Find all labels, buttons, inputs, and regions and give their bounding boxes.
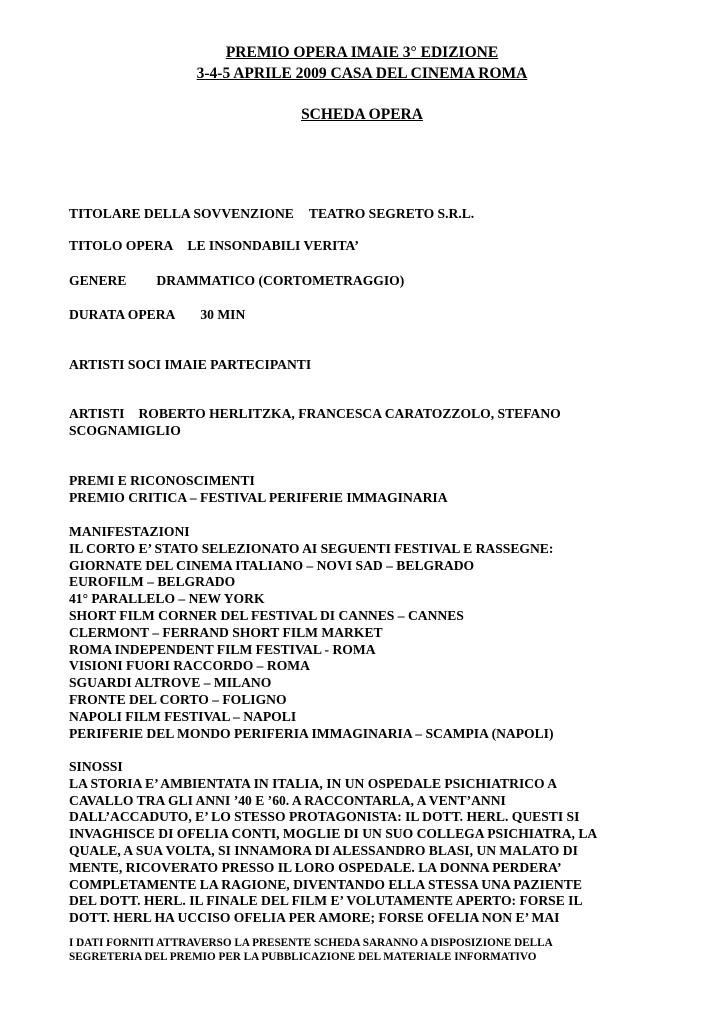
field-genere [69,273,669,290]
sinossi-line: DEL DOTT. HERL. IL FINALE DEL FILM E’ VOLUTAMENTE APERTO: FORSE IL [69,893,583,909]
sinossi-line: LA STORIA E’ AMBIENTATA IN ITALIA, IN UN OSPEDALE PSICHIATRICO A [69,775,558,791]
field-durata [69,307,669,324]
premi-section [69,473,669,507]
footer-note [69,936,669,964]
sinossi-line: DOTT. HERL HA UCCISO OFELIA PER AMORE; FORSE OFELIA NON E’ MAI [69,910,560,926]
genere-label: GENERE [69,273,127,288]
sinossi-section [69,759,669,927]
festival-item: SGUARDI ALTROVE – MILANO [69,675,272,691]
field-titolare [69,206,669,223]
artisti-line2: SCOGNAMIGLIO [69,422,181,438]
festival-item: EUROFILM – BELGRADO [69,574,236,590]
titolare-label: TITOLARE DELLA SOVVENZIONE [69,206,294,221]
artisti-soci-heading [69,357,669,374]
festival-item: GIORNATE DEL CINEMA ITALIANO – NOVI SAD – BELGRADO [69,557,475,573]
artisti-section [69,406,669,440]
manifestazioni-heading: MANIFESTAZIONI [69,524,190,539]
festival-item: PERIFERIE DEL MONDO PERIFERIA IMMAGINARIA – SCAMPIA (NAPOLI) [69,725,554,741]
field-titolo [69,238,669,255]
manifestazioni-intro: IL CORTO E’ STATO SELEZIONATO AI SEGUENTI FESTIVAL E RASSEGNE: [69,540,554,556]
premi-heading: PREMI E RICONOSCIMENTI [69,473,255,488]
durata-label: DURATA OPERA [69,307,176,322]
festival-item: FRONTE DEL CORTO – FOLIGNO [69,691,287,707]
sinossi-line: QUALE, A SUA VOLTA, SI INNAMORA DI ALESSANDRO BLASI, UN MALATO DI [69,842,578,858]
festival-item: SHORT FILM CORNER DEL FESTIVAL DI CANNES – CANNES [69,607,464,623]
header-title-line1: PREMIO OPERA IMAIE 3° EDIZIONE [225,44,499,61]
sinossi-line: DALL’ACCADUTO, E’ LO STESSO PROTAGONISTA: IL DOTT. HERL. QUESTI SI [69,809,580,825]
genere-value: DRAMMATICO (CORTOMETRAGGIO) [156,273,405,288]
footer-line2: SEGRETERIA DEL PREMIO PER LA PUBBLICAZIONE DEL MATERIALE INFORMATIVO [69,951,537,963]
festival-item: VISIONI FUORI RACCORDO – ROMA [69,658,310,674]
sinossi-line: MENTE, RICOVERATO PRESSO IL LORO OSPEDALE. LA DONNA PERDERA’ [69,859,562,875]
artisti-soci-heading-text: ARTISTI SOCI IMAIE PARTECIPANTI [69,357,312,372]
sinossi-line: CAVALLO TRA GLI ANNI ’40 E ’60. A RACCONTARLA, A VENT’ANNI [69,792,506,808]
document-subtitle: SCHEDA OPERA [301,106,423,123]
artisti-label: ARTISTI [69,406,125,421]
titolare-value: TEATRO SEGRETO S.R.L. [308,206,475,221]
festival-item: CLERMONT – FERRAND SHORT FILM MARKET [69,624,383,640]
titolo-value: LE INSONDABILI VERITA’ [187,238,359,253]
premi-item: PREMIO CRITICA – FESTIVAL PERIFERIE IMMAGINARIA [69,489,448,505]
festival-item: NAPOLI FILM FESTIVAL – NAPOLI [69,708,297,724]
festival-item: 41° PARALLELO – NEW YORK [69,591,265,607]
manifestazioni-section [69,524,669,742]
durata-value: 30 MIN [200,307,246,322]
header-title-line2: 3-4-5 APRILE 2009 CASA DEL CINEMA ROMA [196,65,528,82]
titolo-label: TITOLO OPERA [69,238,174,253]
footer-line1: I DATI FORNITI ATTRAVERSO LA PRESENTE SCHEDA SARANNO A DISPOSIZIONE DELLA [69,937,553,949]
sinossi-heading: SINOSSI [69,759,123,774]
artisti-line1: ROBERTO HERLITZKA, FRANCESCA CARATOZZOLO, STEFANO [138,406,561,421]
sinossi-line: INVAGHISCE DI OFELIA CONTI, MOGLIE DI UN SUO COLLEGA PSICHIATRA, LA [69,826,598,842]
festival-item: ROMA INDEPENDENT FILM FESTIVAL - ROMA [69,641,376,657]
sinossi-line: COMPLETAMENTE LA RAGIONE, DIVENTANDO ELLA STESSA UNA PAZIENTE [69,876,582,892]
